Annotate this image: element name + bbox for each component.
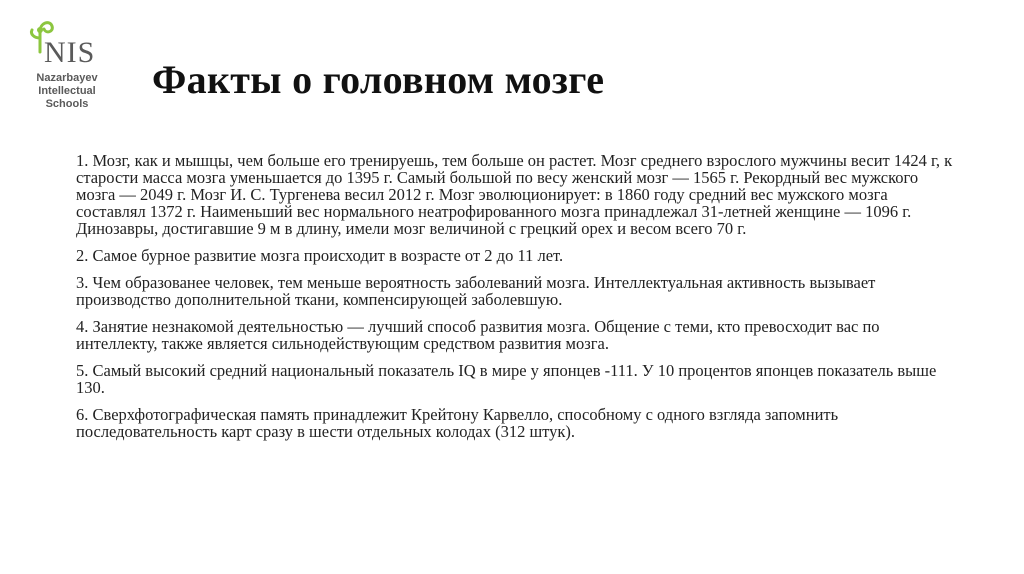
logo-line-3: Schools xyxy=(45,98,89,110)
fact-4: 4. Занятие незнакомой деятельностью — лучший способ развития мозга. Общение с теми, кто превосходит вас по интеллекту, также является сильнодействующим средством развития мозга. xyxy=(76,317,880,353)
fact-2: 2. Самое бурное развитие мозга происходит в возрасте от 2 до 11 лет. xyxy=(76,246,564,265)
slide-title: Факты о головном мозге xyxy=(152,57,605,102)
fact-3: 3. Чем образованее человек, тем меньше вероятность заболеваний мозга. Интеллектуальная активность вызывает производство дополнительной ткани, компенсирующей заболевшую. xyxy=(76,273,876,309)
nis-logo xyxy=(14,8,114,108)
logo-caption xyxy=(22,72,112,111)
fact-1: 1. Мозг, как и мышцы, чем больше его тренируешь, тем больше он растет. Мозг среднего взрослого мужчины весит 1424 г, к старости масса мозга уменьшается до 1395 г. Самый большой по весу женский мозг — 1565 г. Рекордный вес мужского мозга — 2049 г. Мозг И. С. Тургенева весил 2012 г. Мозг эволюционирует: в 1860 году средний вес мужского мозга составлял 1372 г. Наименьший вес нормального неатрофированного мозга принадлежал 31-летней женщине — 1096 г. Динозавры, достигавшие 9 м в длину, имели мозг величиной с грецкий орех и весом всего 70 г. xyxy=(76,151,953,238)
fact-5: 5. Самый высокий средний национальный показатель IQ в мире у японцев -111. У 10 процентов японцев показатель выше 130. xyxy=(76,361,937,397)
logo-line-2: Intellectual xyxy=(38,85,96,97)
nis-logo-mark xyxy=(14,8,114,70)
facts-list xyxy=(76,152,956,450)
logo-line-1: Nazarbayev xyxy=(36,72,98,84)
logo-brand: NIS xyxy=(44,36,96,69)
fact-6: 6. Сверхфотографическая память принадлежит Крейтону Карвелло, способному с одного взгляда запомнить последовательность карт сразу в шести отдельных колодах (312 штук). xyxy=(76,405,839,441)
